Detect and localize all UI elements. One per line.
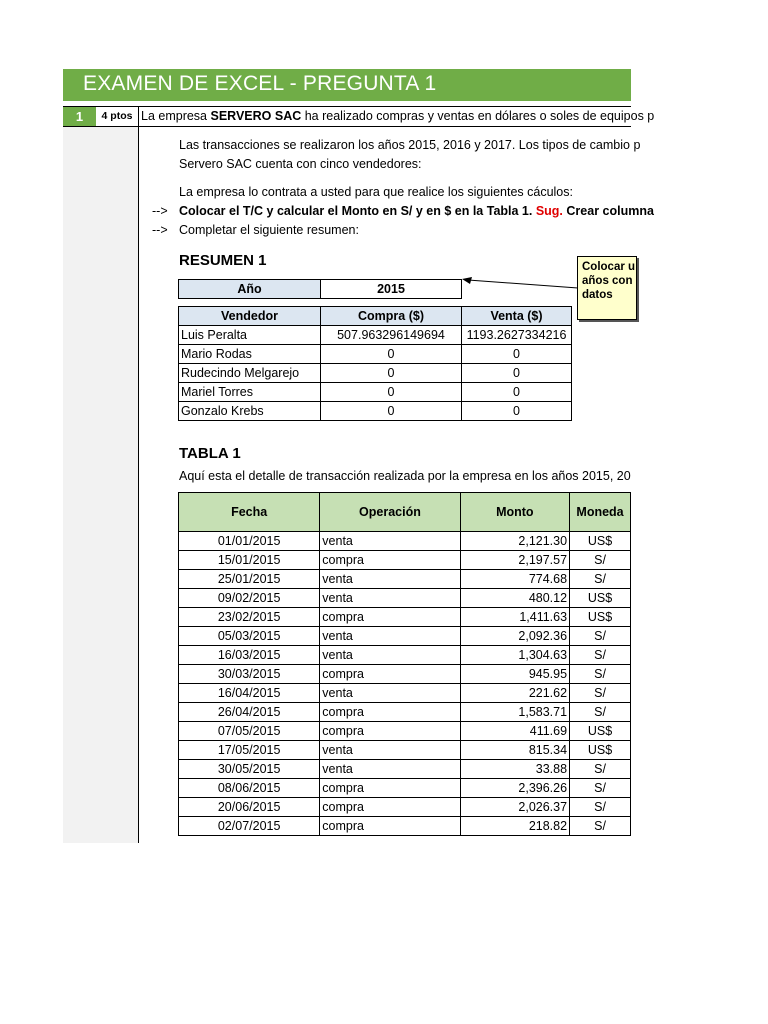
table-row xyxy=(179,326,572,345)
monto-cell[interactable]: 815.34 xyxy=(460,741,569,760)
monto-cell[interactable]: 218.82 xyxy=(460,817,569,836)
comment-arrow-icon xyxy=(460,276,580,296)
moneda-cell[interactable]: S/ xyxy=(570,817,631,836)
fecha-cell[interactable]: 17/05/2015 xyxy=(179,741,320,760)
fecha-cell[interactable]: 01/01/2015 xyxy=(179,532,320,551)
operacion-cell[interactable]: compra xyxy=(320,665,460,684)
year-label[interactable]: Año xyxy=(179,280,321,299)
operacion-cell[interactable]: compra xyxy=(320,817,460,836)
venta-cell[interactable]: 0 xyxy=(462,364,572,383)
header-vendedor[interactable]: Vendedor xyxy=(179,307,321,326)
compra-cell[interactable]: 0 xyxy=(321,345,462,364)
task-1-rest: Crear columna xyxy=(562,204,654,218)
vendedor-cell[interactable]: Mariel Torres xyxy=(179,383,321,402)
table-row xyxy=(179,779,631,798)
comment-line: Colocar u xyxy=(582,261,636,273)
fecha-cell[interactable]: 09/02/2015 xyxy=(179,589,320,608)
operacion-cell[interactable]: venta xyxy=(320,589,460,608)
year-selector-table xyxy=(178,279,462,299)
header-operacion[interactable]: Operación xyxy=(320,493,460,532)
vendedor-cell[interactable]: Luis Peralta xyxy=(179,326,321,345)
compra-cell[interactable]: 0 xyxy=(321,383,462,402)
operacion-cell[interactable]: compra xyxy=(320,779,460,798)
fecha-cell[interactable]: 30/03/2015 xyxy=(179,665,320,684)
operacion-cell[interactable]: compra xyxy=(320,608,460,627)
task-2[interactable]: Completar el siguiente resumen: xyxy=(179,223,359,237)
page-title: EXAMEN DE EXCEL - PREGUNTA 1 xyxy=(83,72,437,95)
arrow-marker: --> xyxy=(152,223,168,237)
question-number[interactable]: 1 xyxy=(63,107,96,126)
monto-cell[interactable]: 2,026.37 xyxy=(460,798,569,817)
fecha-cell[interactable]: 05/03/2015 xyxy=(179,627,320,646)
moneda-cell[interactable]: US$ xyxy=(570,532,631,551)
table-row xyxy=(179,345,572,364)
operacion-cell[interactable]: venta xyxy=(320,684,460,703)
compra-cell[interactable]: 0 xyxy=(321,402,462,421)
venta-cell[interactable]: 0 xyxy=(462,383,572,402)
paragraph-sellers[interactable]: Servero SAC cuenta con cinco vendedores: xyxy=(179,157,422,171)
company-name: SERVERO SAC xyxy=(210,109,302,123)
table-row xyxy=(179,741,631,760)
header-fecha[interactable]: Fecha xyxy=(179,493,320,532)
moneda-cell[interactable]: S/ xyxy=(570,570,631,589)
fecha-cell[interactable]: 07/05/2015 xyxy=(179,722,320,741)
operacion-cell[interactable]: compra xyxy=(320,703,460,722)
fecha-cell[interactable]: 25/01/2015 xyxy=(179,570,320,589)
operacion-cell[interactable]: compra xyxy=(320,551,460,570)
header-compra[interactable]: Compra ($) xyxy=(321,307,462,326)
moneda-cell[interactable]: US$ xyxy=(570,589,631,608)
venta-cell[interactable]: 0 xyxy=(462,345,572,364)
monto-cell[interactable]: 411.69 xyxy=(460,722,569,741)
monto-cell[interactable]: 945.95 xyxy=(460,665,569,684)
monto-cell[interactable]: 221.62 xyxy=(460,684,569,703)
fecha-cell[interactable]: 16/04/2015 xyxy=(179,684,320,703)
transactions-header-row xyxy=(179,493,631,532)
arrow-marker: --> xyxy=(152,204,168,218)
moneda-cell[interactable]: S/ xyxy=(570,779,631,798)
table-row xyxy=(179,760,631,779)
table-row xyxy=(179,665,631,684)
moneda-cell[interactable]: S/ xyxy=(570,627,631,646)
table-row xyxy=(179,364,572,383)
title-banner xyxy=(63,69,631,101)
operacion-cell[interactable]: venta xyxy=(320,646,460,665)
compra-cell[interactable]: 507.963296149694 xyxy=(321,326,462,345)
table-row xyxy=(179,532,631,551)
header-venta[interactable]: Venta ($) xyxy=(462,307,572,326)
moneda-cell[interactable]: US$ xyxy=(570,722,631,741)
monto-cell[interactable]: 2,092.36 xyxy=(460,627,569,646)
cell-comment-note[interactable] xyxy=(577,256,637,320)
monto-cell[interactable]: 2,121.30 xyxy=(460,532,569,551)
fecha-cell[interactable]: 26/04/2015 xyxy=(179,703,320,722)
moneda-cell[interactable]: S/ xyxy=(570,798,631,817)
monto-cell[interactable]: 1,583.71 xyxy=(460,703,569,722)
transactions-table xyxy=(178,492,631,836)
fecha-cell[interactable]: 08/06/2015 xyxy=(179,779,320,798)
table-row xyxy=(179,570,631,589)
fecha-cell[interactable]: 16/03/2015 xyxy=(179,646,320,665)
monto-cell[interactable]: 480.12 xyxy=(460,589,569,608)
monto-cell[interactable]: 33.88 xyxy=(460,760,569,779)
table-row xyxy=(179,551,631,570)
fecha-cell[interactable]: 23/02/2015 xyxy=(179,608,320,627)
points-badge[interactable]: 4 ptos xyxy=(96,107,139,126)
venta-cell[interactable]: 0 xyxy=(462,402,572,421)
fecha-cell[interactable]: 15/01/2015 xyxy=(179,551,320,570)
moneda-cell[interactable]: S/ xyxy=(570,684,631,703)
table-row xyxy=(179,646,631,665)
question-intro[interactable] xyxy=(141,107,655,126)
intro-text-rest: ha realizado compras y ventas en dólares o soles de equipos p xyxy=(301,109,655,123)
comment-line: datos xyxy=(582,289,613,301)
monto-cell[interactable]: 1,304.63 xyxy=(460,646,569,665)
tabla1-title[interactable]: TABLA 1 xyxy=(179,445,241,462)
comment-line: años con xyxy=(582,275,633,287)
intro-text: La empresa xyxy=(141,109,211,123)
vendedor-cell[interactable]: Rudecindo Melgarejo xyxy=(179,364,321,383)
paragraph-task-intro[interactable]: La empresa lo contrata a usted para que realice los siguientes cáculos: xyxy=(179,185,573,199)
resumen-header-row xyxy=(179,307,572,326)
left-margin-column xyxy=(63,127,139,843)
moneda-cell[interactable]: S/ xyxy=(570,551,631,570)
moneda-cell[interactable]: S/ xyxy=(570,665,631,684)
table-row xyxy=(179,383,572,402)
task-1[interactable] xyxy=(179,204,654,218)
year-value-cell[interactable]: 2015 xyxy=(321,280,462,299)
table-row xyxy=(179,608,631,627)
moneda-cell[interactable]: US$ xyxy=(570,608,631,627)
monto-cell[interactable]: 1,411.63 xyxy=(460,608,569,627)
operacion-cell[interactable]: venta xyxy=(320,532,460,551)
operacion-cell[interactable]: venta xyxy=(320,570,460,589)
table-row xyxy=(179,798,631,817)
tabla1-description[interactable]: Aquí esta el detalle de transacción realizada por la empresa en los años 2015, 20 xyxy=(179,469,631,483)
moneda-cell[interactable]: S/ xyxy=(570,760,631,779)
vendedor-cell[interactable]: Gonzalo Krebs xyxy=(179,402,321,421)
resumen-title[interactable]: RESUMEN 1 xyxy=(179,252,267,269)
moneda-cell[interactable]: S/ xyxy=(570,646,631,665)
table-row xyxy=(179,722,631,741)
operacion-cell[interactable]: venta xyxy=(320,741,460,760)
transactions-body xyxy=(179,532,631,836)
moneda-cell[interactable]: S/ xyxy=(570,703,631,722)
monto-cell[interactable]: 2,396.26 xyxy=(460,779,569,798)
table-row xyxy=(179,703,631,722)
table-row xyxy=(179,817,631,836)
monto-cell[interactable]: 774.68 xyxy=(460,570,569,589)
venta-cell[interactable]: 1193.2627334216 xyxy=(462,326,572,345)
suggestion-label: Sug. xyxy=(535,204,563,218)
operacion-cell[interactable]: compra xyxy=(320,722,460,741)
header-moneda[interactable]: Moneda xyxy=(570,493,631,532)
table-row xyxy=(179,402,572,421)
fecha-cell[interactable]: 02/07/2015 xyxy=(179,817,320,836)
table-row xyxy=(179,684,631,703)
operacion-cell[interactable]: compra xyxy=(320,798,460,817)
divider xyxy=(63,126,631,127)
task-1-text: Colocar el T/C y calcular el Monto en S/ y en $ en la Tabla 1. xyxy=(179,204,536,218)
fecha-cell[interactable]: 20/06/2015 xyxy=(179,798,320,817)
table-row xyxy=(179,589,631,608)
moneda-cell[interactable]: US$ xyxy=(570,741,631,760)
table-row xyxy=(179,627,631,646)
vendedor-cell[interactable]: Mario Rodas xyxy=(179,345,321,364)
fecha-cell[interactable]: 30/05/2015 xyxy=(179,760,320,779)
header-monto[interactable]: Monto xyxy=(460,493,569,532)
resumen-table xyxy=(178,306,572,421)
operacion-cell[interactable]: venta xyxy=(320,627,460,646)
paragraph-years[interactable]: Las transacciones se realizaron los años 2015, 2016 y 2017. Los tipos de cambio p xyxy=(179,138,641,152)
monto-cell[interactable]: 2,197.57 xyxy=(460,551,569,570)
operacion-cell[interactable]: venta xyxy=(320,760,460,779)
compra-cell[interactable]: 0 xyxy=(321,364,462,383)
